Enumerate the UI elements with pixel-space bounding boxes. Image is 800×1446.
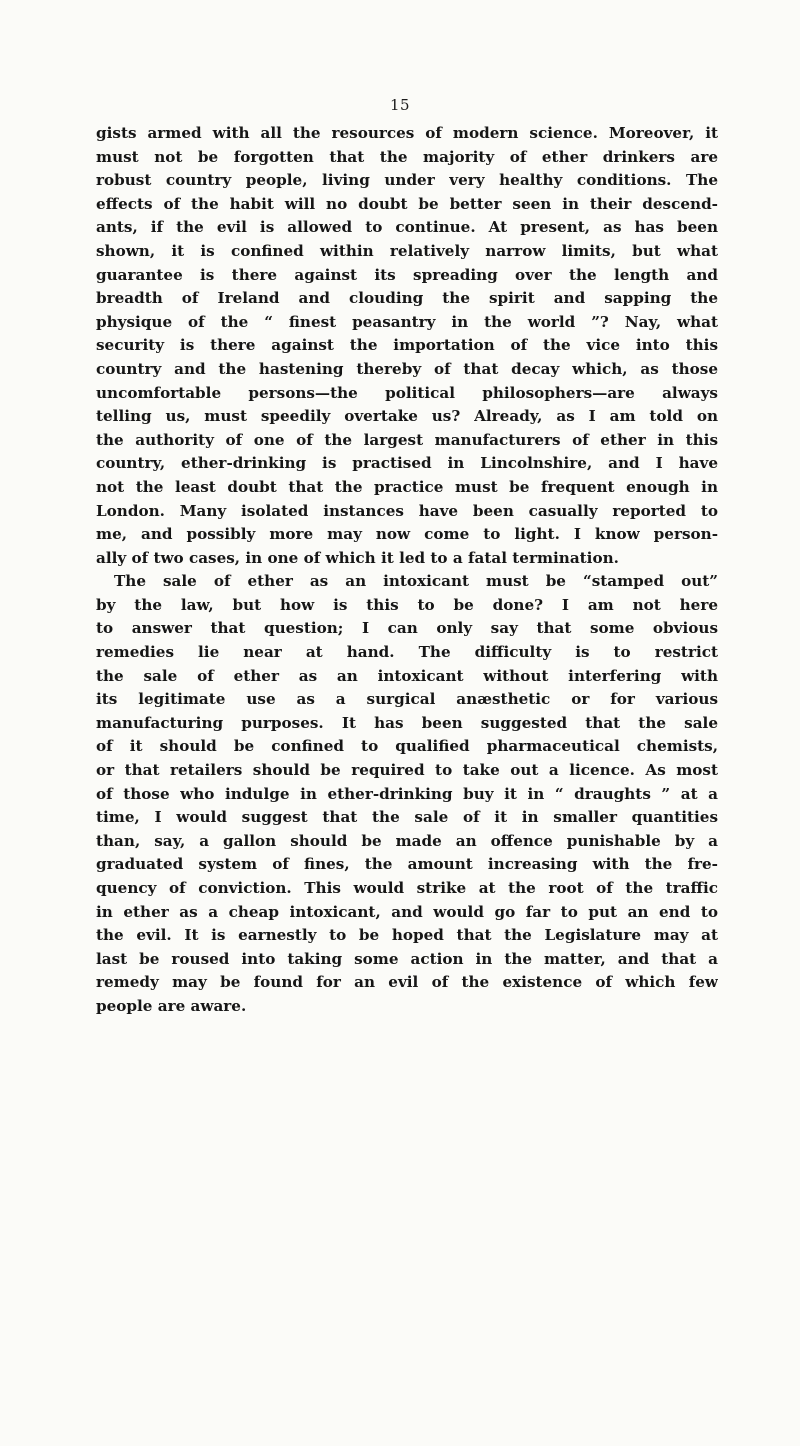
text-line: shown, it is confined within relatively narrow limits, but what [96, 241, 718, 260]
text-line: than, say, a gallon should be made an offence punishable by a [96, 831, 718, 850]
text-line: graduated system of fines, the amount increasing with the fre- [96, 855, 718, 874]
text-line: country and the hastening thereby of that decay which, as those [96, 359, 718, 378]
text-line: people are aware. [96, 996, 247, 1015]
text-line: country, ether-drinking is practised in Lincolnshire, and I have [96, 454, 718, 473]
text-line: of those who indulge in ether-drinking buy it in “ draughts ” at a [96, 784, 718, 803]
text-line: last be roused into taking some action in the matter, and that a [96, 949, 718, 968]
text-line: ants, if the evil is allowed to continue. At present, as has been [96, 218, 718, 237]
text-line: physique of the “ finest peasantry in the world ”? Nay, what [96, 312, 718, 331]
text-line: of it should be confined to qualified pharmaceutical chemists, [96, 737, 718, 756]
text-line: manufacturing purposes. It has been suggested that the sale [96, 713, 718, 732]
text-line: robust country people, living under very healthy conditions. The [96, 171, 718, 190]
text-line: or that retailers should be required to take out a licence. As most [96, 761, 718, 780]
body-text [96, 122, 718, 1019]
text-line: me, and possibly more may now come to light. I know person- [96, 525, 718, 544]
text-line: uncomfortable persons—the political philosophers—are always [96, 383, 718, 402]
text-line: in ether as a cheap intoxicant, and would go far to put an end to [96, 902, 718, 921]
text-line: the authority of one of the largest manufacturers of ether in this [96, 430, 718, 449]
text-line: ally of two cases, in one of which it led to a fatal termination. [96, 548, 619, 567]
text-line: breadth of Ireland and clouding the spirit and sapping the [96, 289, 718, 308]
text-line: London. Many isolated instances have been casually reported to [96, 501, 718, 520]
text-line: not the least doubt that the practice must be frequent enough in [96, 477, 718, 496]
text-line: remedy may be found for an evil of the existence of which few [96, 973, 718, 992]
text-line: effects of the habit will no doubt be better seen in their descend- [96, 194, 718, 213]
text-line: the sale of ether as an intoxicant without interfering with [96, 666, 718, 685]
text-line: gists armed with all the resources of modern science. Moreover, it [96, 124, 718, 142]
text-line: by the law, but how is this to be done? I am not here [96, 595, 718, 614]
page-number: 15 [389, 96, 411, 114]
text-line: the evil. It is earnestly to be hoped that the Legislature may at [96, 926, 718, 945]
text-line: guarantee is there against its spreading over the length and [96, 265, 718, 284]
text-line: The sale of ether as an intoxicant must be “stamped out” [114, 572, 718, 591]
text-line: time, I would suggest that the sale of it in smaller quantities [96, 808, 718, 827]
text-line: must not be forgotten that the majority of ether drinkers are [96, 147, 718, 166]
text-line: remedies lie near at hand. The difficulty is to restrict [96, 643, 718, 662]
text-line: to answer that question; I can only say that some obvious [96, 619, 718, 638]
text-line: security is there against the importation of the vice into this [96, 336, 718, 355]
text-line: its legitimate use as a surgical anæsthetic or for various [96, 690, 718, 709]
text-line: telling us, must speedily overtake us? Already, as I am told on [96, 407, 718, 426]
text-line: quency of conviction. This would strike at the root of the traffic [96, 879, 718, 897]
